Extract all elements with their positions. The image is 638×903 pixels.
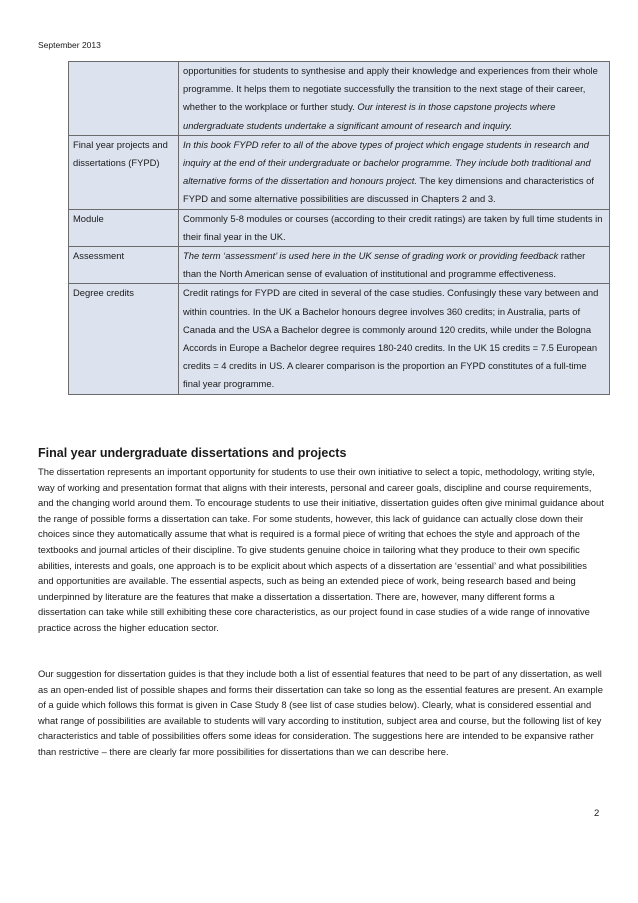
glossary-term: Assessment	[69, 247, 179, 284]
glossary-definition	[179, 62, 610, 136]
table-row	[69, 284, 610, 394]
glossary-table	[68, 61, 610, 395]
definition-text-italic: The term ‘assessment’ is used here in the UK sense of grading work or providing feedback	[183, 250, 559, 262]
header-date: September 2013	[38, 40, 101, 50]
page-number: 2	[594, 808, 600, 819]
definition-text-italic: In this book FYPD refer to all of the above types of project which engage students in research and inquiry at the end of their undergraduate or bachelor programme. They include both traditional and alternative forms of the dissertation and honours project.	[183, 138, 591, 187]
glossary-definition	[179, 284, 610, 394]
table-row	[69, 62, 610, 136]
table-row	[69, 209, 610, 246]
definition-text-italic: Our interest is in those capstone projects where undergraduate students undertake a significant amount of research and inquiry.	[183, 101, 556, 131]
body-paragraph: Our suggestion for dissertation guides is that they include both a list of essential features that need to be part of any dissertation, as well as an open-ended list of possible shapes and forms their dissertation can take so long as the essential features are present. An example of a guide which follows this format is given in Case Study 8 (see list of case studies below). Clearly, what is considered essential and what range of possibilities are available to students will vary according to institution, subject area and course, but the following list of key characteristics and table of possibilities offers some ideas for consideration. The suggestions here are intended to be expansive rather than restrictive – there are clearly far more possibilities for dissertations than we can describe here.	[38, 668, 603, 757]
definition-text: Commonly 5-8 modules or courses (according to their credit ratings) are taken by full time students in their final year in the UK.	[183, 212, 603, 242]
definition-text: opportunities for students to synthesise and apply their knowledge and experiences from their whole programme. It helps them to negotiate successfully the transition to the next stage of their career, whether to the workplace or further study.	[183, 65, 598, 113]
glossary-definition	[179, 209, 610, 246]
definition-text: The key dimensions and characteristics of FYPD and some alternative possibilities are discussed in Chapters 2 and 3.	[183, 175, 594, 205]
glossary-term: Degree credits	[69, 284, 179, 394]
table-row	[69, 247, 610, 284]
glossary-definition	[179, 135, 610, 209]
body-paragraph: The dissertation represents an important opportunity for students to use their own initiative to select a topic, methodology, writing style, way of working and presentation format that aligns with their interests, personal and career goals, discipline and course requirements, and the changing world around them. To encourage students to use their initiative, dissertation guides often give minimal guidance about the range of possible forms a dissertation can take. For some students, however, this lack of guidance can actually close down their choices since they automatically assume that what is required is a formal piece of writing that echoes the style and approach of the textbooks and journal articles of their discipline. To give students genuine choice in tailoring what they produce to their own specific abilities, interests and goals, one approach is to be explicit about which aspects of a dissertation are ‘essential’ and what possibilities and opportunities are available. The essential aspects, such as being an extended piece of work, being research based and being underpinned by literature are the features that make a dissertation a dissertation. There are, however, many different forms a dissertation can take while still exhibiting these core characteristics, as our project found in case studies of a wide range of innovative practice across the higher education sector.	[38, 466, 604, 633]
glossary-term: Final year projects and dissertations (FYPD)	[69, 135, 179, 209]
glossary-term: Module	[69, 209, 179, 246]
definition-text: rather than the North American sense of evaluation of institutional and programme effectiveness.	[183, 250, 586, 280]
table-row	[69, 135, 610, 209]
glossary-term	[69, 62, 179, 136]
glossary-definition	[179, 247, 610, 284]
definition-text: Credit ratings for FYPD are cited in several of the case studies. Confusingly these vary between and within countries. In the UK a Bachelor honours degree involves 360 credits; in Australia, parts of Canada and the USA a Bachelor degree is commonly around 120 credits, while under the Bologna Accords in Europe a Bachelor degree requires 180-240 credits. In the UK 15 credits = 7.5 European credits = 4 credits in US. A clearer comparison is the proportion an FYPD constitutes of a full-time final year programme.	[183, 287, 599, 390]
section-heading: Final year undergraduate dissertations and projects	[38, 446, 347, 460]
